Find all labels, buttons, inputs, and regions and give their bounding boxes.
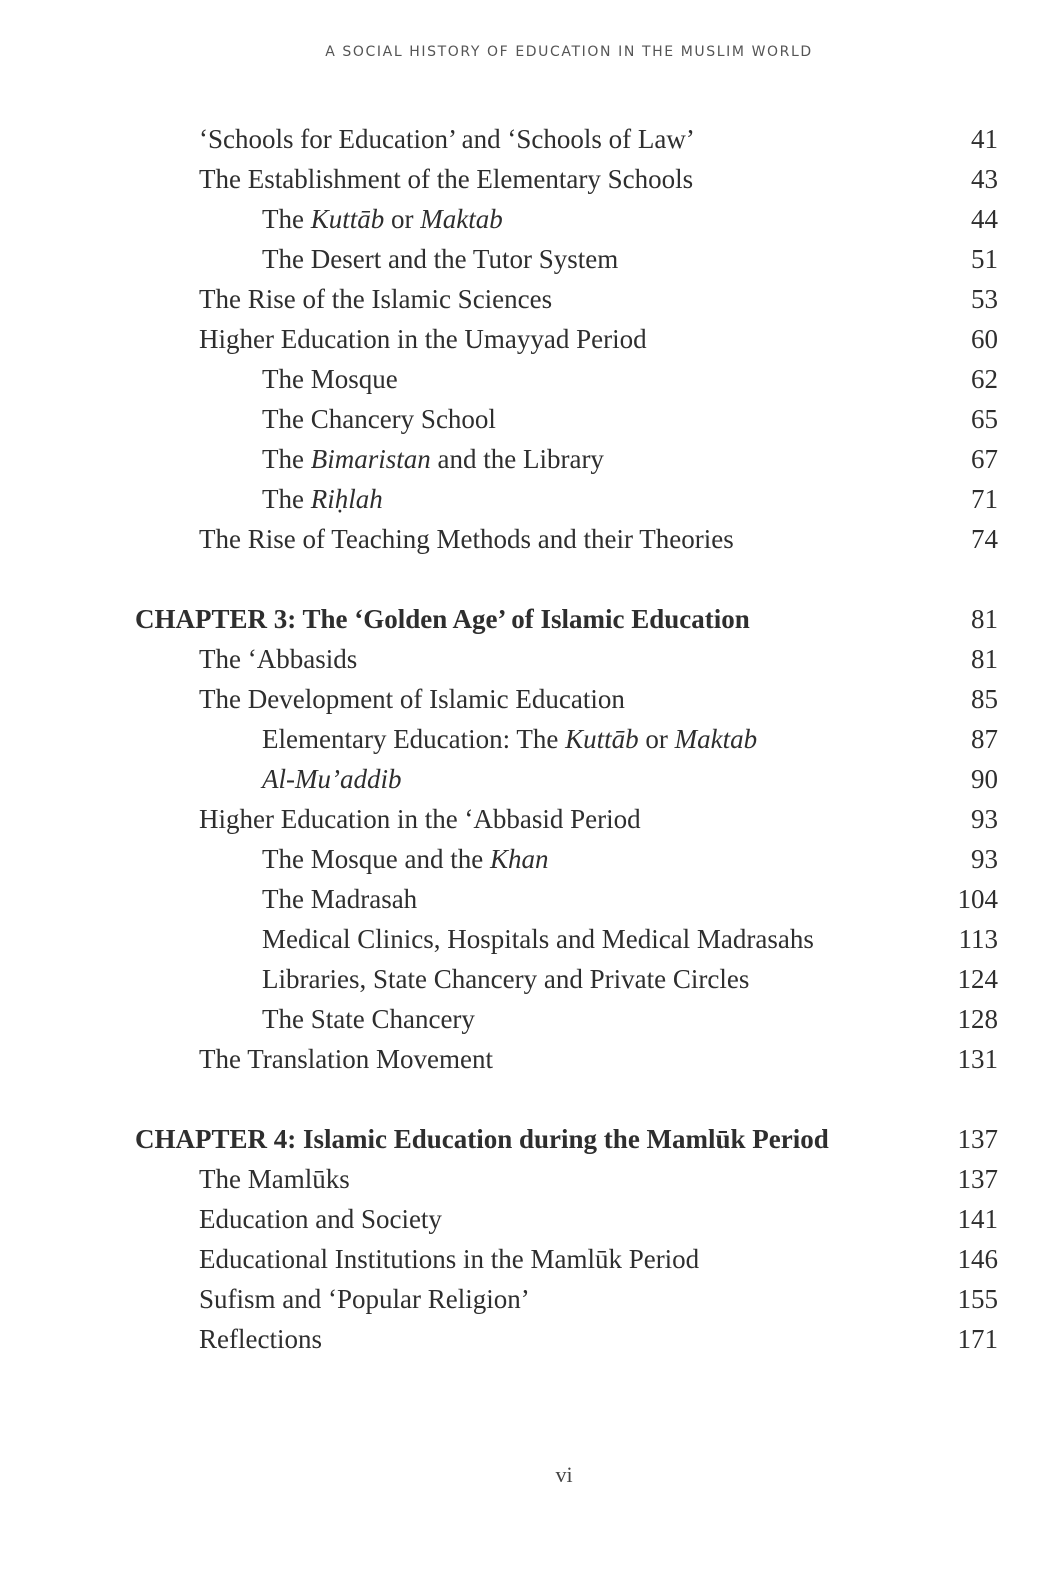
running-head: A SOCIAL HISTORY OF EDUCATION IN THE MUSLIM WORLD bbox=[325, 44, 813, 60]
toc-page-number: 128 bbox=[957, 1004, 998, 1034]
toc-entry-title bbox=[262, 879, 417, 919]
toc-entry-title bbox=[262, 719, 757, 759]
toc-chapter-entry bbox=[0, 1119, 1054, 1159]
toc-entry-title bbox=[262, 959, 749, 999]
italic-term: Kuttāb bbox=[310, 204, 385, 234]
toc-page-number: 137 bbox=[957, 1124, 998, 1154]
title-text: Reflections bbox=[199, 1324, 322, 1354]
toc-entry-title bbox=[199, 1039, 493, 1079]
toc-page-number: 124 bbox=[957, 964, 998, 994]
toc-page-number: 44 bbox=[971, 204, 998, 234]
toc-page-number: 104 bbox=[957, 884, 998, 914]
toc-page-number: 60 bbox=[971, 324, 998, 354]
title-text: The Mosque and the bbox=[262, 844, 490, 874]
toc-entry bbox=[0, 1319, 1054, 1359]
title-text: Elementary Education: The bbox=[262, 724, 566, 754]
toc-entry-title bbox=[262, 199, 503, 239]
title-text: Education and Society bbox=[199, 1204, 442, 1234]
title-text: The State Chancery bbox=[262, 1004, 475, 1034]
toc-entry bbox=[0, 999, 1054, 1039]
italic-term: Kuttāb bbox=[565, 724, 639, 754]
toc-entry-title bbox=[262, 239, 618, 279]
toc-entry bbox=[0, 399, 1054, 439]
title-text: The Establishment of the Elementary Schools bbox=[199, 164, 694, 194]
title-text: The Rise of Teaching Methods and their Theories bbox=[199, 524, 734, 554]
toc-entry-title bbox=[199, 1199, 442, 1239]
italic-term: Riḥlah bbox=[310, 484, 383, 514]
toc-entry bbox=[0, 239, 1054, 279]
toc-entry-title bbox=[199, 279, 552, 319]
italic-term: Maktab bbox=[674, 724, 758, 754]
toc-entry-title bbox=[199, 159, 693, 199]
toc-page-number: 171 bbox=[957, 1324, 998, 1354]
toc-entry bbox=[0, 279, 1054, 319]
toc-entry bbox=[0, 199, 1054, 239]
title-text: The Rise of the Islamic Sciences bbox=[199, 284, 553, 314]
toc-entry bbox=[0, 1159, 1054, 1199]
title-text: Educational Institutions in the Mamlūk Period bbox=[199, 1244, 700, 1274]
toc-entry bbox=[0, 119, 1054, 159]
toc-page-number: 131 bbox=[957, 1044, 998, 1074]
toc-entry bbox=[0, 439, 1054, 479]
page-number: vi bbox=[555, 1462, 573, 1487]
toc-entry bbox=[0, 359, 1054, 399]
title-text: The Mamlūks bbox=[199, 1164, 350, 1194]
toc-entry bbox=[0, 839, 1054, 879]
toc-entry-title bbox=[262, 839, 548, 879]
title-text: or bbox=[638, 724, 675, 754]
toc-page-number: 71 bbox=[971, 484, 998, 514]
toc-entry bbox=[0, 759, 1054, 799]
italic-term: Maktab bbox=[420, 204, 503, 234]
title-text: The bbox=[262, 444, 311, 474]
toc-entry bbox=[0, 919, 1054, 959]
toc-entry bbox=[0, 1279, 1054, 1319]
toc-entry-title bbox=[199, 119, 695, 159]
toc-entry-title bbox=[135, 599, 750, 639]
toc-entry-title bbox=[199, 1279, 530, 1319]
toc-page-number: 90 bbox=[971, 764, 998, 794]
toc-entry-title bbox=[199, 1239, 699, 1279]
toc-entry bbox=[0, 1199, 1054, 1239]
title-text: CHAPTER 3: The ‘Golden Age’ of Islamic Education bbox=[135, 604, 750, 634]
title-text: Sufism and ‘Popular Religion’ bbox=[199, 1284, 530, 1314]
toc-page-number: 51 bbox=[971, 244, 998, 274]
title-text: The ‘Abbasids bbox=[199, 644, 358, 674]
toc-entry-title bbox=[135, 1119, 829, 1159]
italic-term: Bimaristan bbox=[310, 444, 431, 474]
title-text: CHAPTER 4: Islamic Education during the Mamlūk Period bbox=[135, 1124, 829, 1154]
toc-entry bbox=[0, 1239, 1054, 1279]
toc-chapter-entry bbox=[0, 599, 1054, 639]
toc-page-number: 65 bbox=[971, 404, 998, 434]
toc-page-number: 81 bbox=[971, 604, 998, 634]
toc-page-number: 53 bbox=[971, 284, 998, 314]
italic-term: Al-Mu’addib bbox=[262, 764, 402, 794]
title-text: or bbox=[384, 204, 421, 234]
toc-entry bbox=[0, 639, 1054, 679]
toc-entry bbox=[0, 159, 1054, 199]
title-text: Higher Education in the Umayyad Period bbox=[199, 324, 647, 354]
toc-entry-title bbox=[199, 799, 641, 839]
title-text: The Madrasah bbox=[262, 884, 418, 914]
title-text: Medical Clinics, Hospitals and Medical Madrasahs bbox=[262, 924, 814, 954]
title-text: Libraries, State Chancery and Private Circles bbox=[262, 964, 750, 994]
toc-page-number: 87 bbox=[971, 724, 998, 754]
title-text: and the Library bbox=[430, 444, 604, 474]
toc-page-number: 141 bbox=[957, 1204, 998, 1234]
toc-entry bbox=[0, 479, 1054, 519]
title-text: The bbox=[262, 484, 311, 514]
toc-page-number: 43 bbox=[971, 164, 998, 194]
toc-page-number: 67 bbox=[971, 444, 998, 474]
toc-entry-title bbox=[199, 679, 625, 719]
toc-entry bbox=[0, 879, 1054, 919]
toc-entry bbox=[0, 1039, 1054, 1079]
toc-entry-title bbox=[262, 439, 604, 479]
toc-entry-title bbox=[262, 999, 475, 1039]
toc-entry bbox=[0, 799, 1054, 839]
toc-page-number: 137 bbox=[957, 1164, 998, 1194]
toc-entry bbox=[0, 719, 1054, 759]
title-text: ‘Schools for Education’ and ‘Schools of Law’ bbox=[199, 124, 695, 154]
toc-page-number: 41 bbox=[971, 124, 998, 154]
toc-entry bbox=[0, 519, 1054, 559]
table-of-contents bbox=[0, 119, 1054, 1359]
toc-entry-title bbox=[262, 919, 814, 959]
toc-entry-title bbox=[199, 519, 734, 559]
toc-entry-title bbox=[199, 1319, 322, 1359]
title-text: The Translation Movement bbox=[199, 1044, 493, 1074]
toc-entry-title bbox=[262, 759, 401, 799]
toc-page-number: 81 bbox=[971, 644, 998, 674]
toc-page-number: 85 bbox=[971, 684, 998, 714]
toc-page-number: 93 bbox=[971, 804, 998, 834]
toc-entry-title bbox=[199, 319, 647, 359]
toc-entry-title bbox=[199, 1159, 350, 1199]
title-text: The Development of Islamic Education bbox=[199, 684, 625, 714]
title-text: The Chancery School bbox=[262, 404, 496, 434]
title-text: The Desert and the Tutor System bbox=[262, 244, 619, 274]
toc-entry bbox=[0, 679, 1054, 719]
title-text: Higher Education in the ‘Abbasid Period bbox=[199, 804, 641, 834]
toc-entry bbox=[0, 959, 1054, 999]
toc-entry-title bbox=[262, 399, 496, 439]
toc-entry-title bbox=[199, 639, 357, 679]
toc-entry-title bbox=[262, 359, 398, 399]
italic-term: Khan bbox=[489, 844, 549, 874]
toc-page-number: 155 bbox=[957, 1284, 998, 1314]
toc-page-number: 74 bbox=[971, 524, 998, 554]
toc-page-number: 93 bbox=[971, 844, 998, 874]
toc-entry bbox=[0, 319, 1054, 359]
toc-entry-title bbox=[262, 479, 383, 519]
toc-page-number: 113 bbox=[958, 924, 998, 954]
title-text: The bbox=[262, 204, 311, 234]
title-text: The Mosque bbox=[262, 364, 398, 394]
toc-page-number: 146 bbox=[957, 1244, 998, 1274]
toc-page-number: 62 bbox=[971, 364, 998, 394]
